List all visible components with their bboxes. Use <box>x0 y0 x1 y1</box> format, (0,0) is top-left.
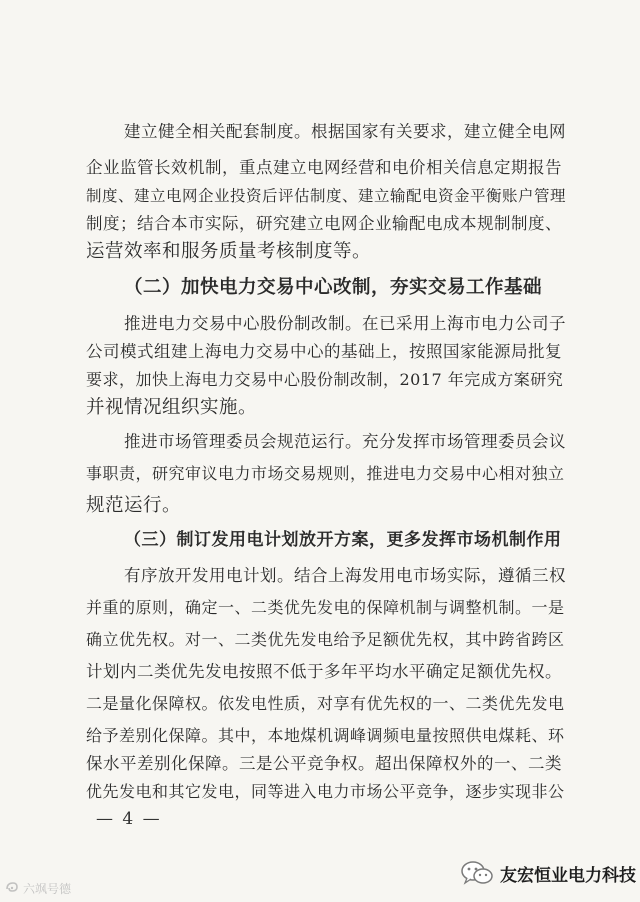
paragraph-line: 并重的原则，确定一、二类优先发电的保障机制与调整机制。一是 <box>86 598 565 617</box>
paragraph-line: 二是量化保障权。依发电性质，对享有优先权的一、二类优先发电 <box>86 694 565 713</box>
paragraph-line: 运营效率和服务质量考核制度等。 <box>86 241 372 262</box>
paragraph-line: 计划内二类优先发电按照不低于多年平均水平确定足额优先权。 <box>86 662 562 681</box>
left-watermark-text: 六飒号德 <box>23 881 72 896</box>
paragraph-line: 确立优先权。对一、二类优先发电给予足额优先权，其中跨省跨区 <box>86 630 565 649</box>
swirl-logo-icon <box>4 880 20 896</box>
paragraph-line: 建立健全相关配套制度。根据国家有关要求，建立健全电网 <box>124 122 566 141</box>
page-number: — 4 — <box>96 809 162 829</box>
account-watermark <box>460 858 636 888</box>
paragraph-line: 给予差别化保障。其中，本地煤机调峰调频电量按照供电煤耗、环 <box>86 726 565 745</box>
paragraph-line: 推进市场管理委员会规范运行。充分发挥市场管理委员会议 <box>124 432 566 451</box>
left-watermark <box>4 878 71 898</box>
paragraph-line: 制度；结合本市实际，研究建立电网企业输配电成本规制制度、 <box>86 214 562 233</box>
paragraph-line: 并视情况组织实施。 <box>86 397 258 418</box>
account-name: 友宏恒业电力科技 <box>500 865 636 886</box>
paragraph-line: 要求，加快上海电力交易中心股份制改制，2017 年完成方案研究 <box>86 370 564 389</box>
paragraph-line: 规范运行。 <box>86 495 182 516</box>
paragraph-line: 推进电力交易中心股份制改制。在已采用上海市电力公司子 <box>124 314 566 333</box>
paragraph-line: 有序放开发用电计划。结合上海发用电市场实际，遵循三权 <box>124 566 566 585</box>
paragraph-line: 事职责，研究审议电力市场交易规则，推进电力交易中心相对独立 <box>86 464 565 483</box>
wechat-icon <box>460 860 494 886</box>
paragraph-line: 保水平差别化保障。三是公平竞争权。超出保障权外的一、二类 <box>86 754 562 773</box>
paragraph-line: 企业监管长效机制，重点建立电网经营和电价相关信息定期报告 <box>86 158 562 177</box>
section-heading: （三）制订发用电计划放开方案，更多发挥市场机制作用 <box>124 530 562 550</box>
paragraph-line: 公司模式组建上海电力交易中心的基础上，按照国家能源局批复 <box>86 342 562 361</box>
section-heading: （二）加快电力交易中心改制，夯实交易工作基础 <box>124 277 543 298</box>
paragraph-line: 优先发电和其它发电，同等进入电力市场公平竞争，逐步实现非公 <box>86 782 565 801</box>
paragraph-line: 制度、建立电网企业投资后评估制度、建立输配电资金平衡账户管理 <box>86 187 567 205</box>
